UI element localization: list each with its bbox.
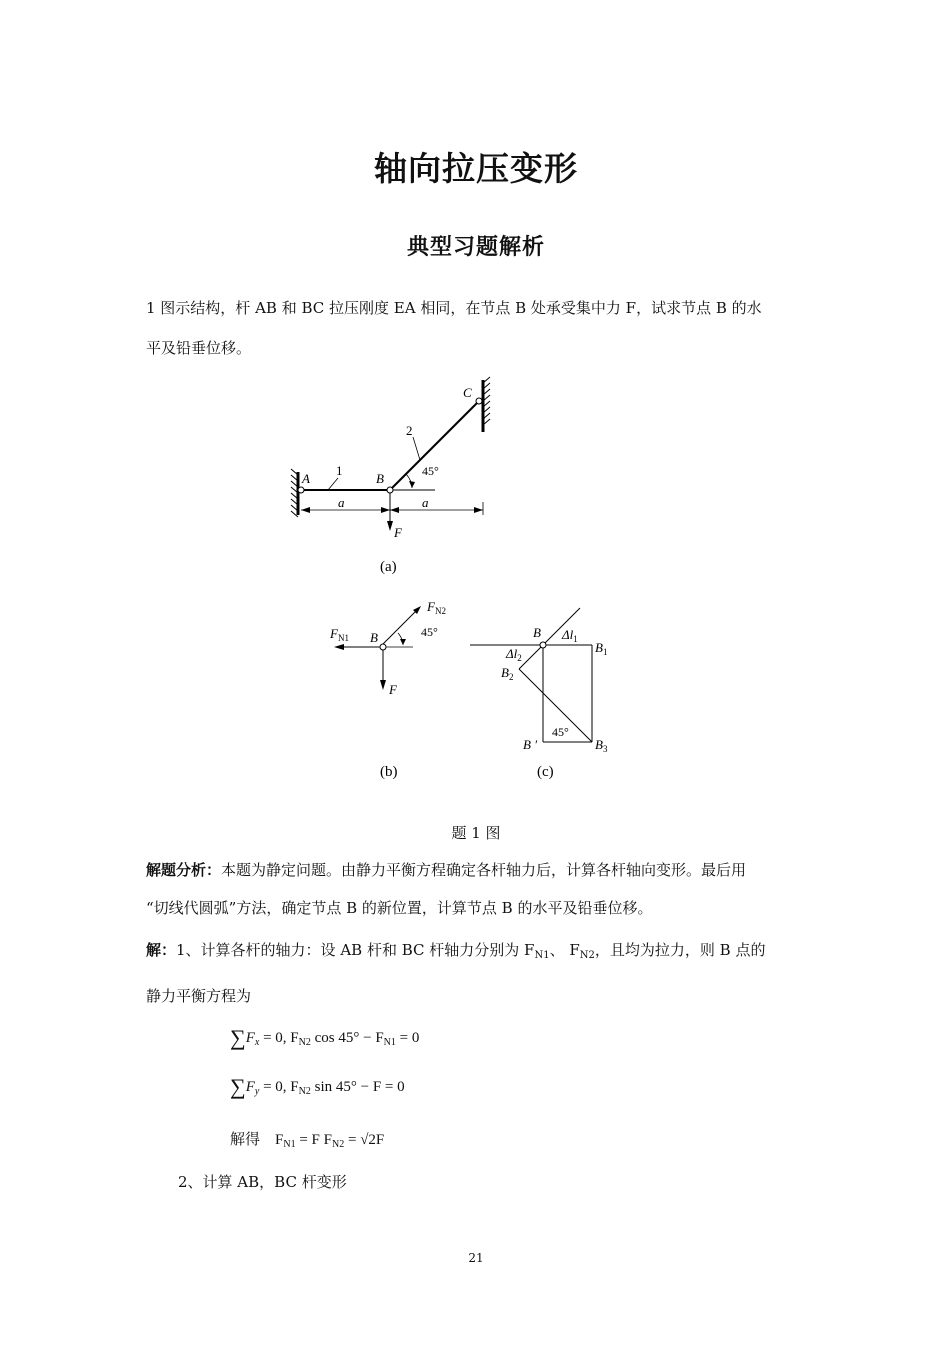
B1-sub: 1 xyxy=(602,647,608,657)
section-title: 典型习题解析 xyxy=(406,235,545,260)
dim-left: a xyxy=(338,495,345,510)
equation-1: $\sum F_x = 0$, $F_{N2}$ $\cos 45^\circ - F_{N1} = 0$ xyxy=(230,1025,420,1050)
label-B: B xyxy=(376,471,384,486)
problem-line-1: 1 图示结构，杆 AB 和 BC 拉压刚度 EA 相同，在节点 B 处承受集中力 F，试求节点 B 的水 xyxy=(146,299,762,317)
svg-text:Δl2 xyxy=(505,646,522,663)
solution-heading: 解： xyxy=(146,941,177,959)
fn2-label: F xyxy=(427,599,435,614)
page-title: 轴向拉压变形 xyxy=(374,149,578,188)
label-bar-2: 2 xyxy=(406,423,413,438)
svg-text:B2 xyxy=(501,665,513,682)
label-bar-1: 1 xyxy=(336,463,343,478)
fn1-label: F xyxy=(330,626,338,641)
figure-b xyxy=(325,598,455,783)
figure-b-label: (b) xyxy=(380,764,398,780)
equation-2: $\sum F_y = 0$, $F_{N2}$ sin 45° − F = 0 xyxy=(230,1074,405,1099)
equation-3: 解得 $F_{N1} = F$ $F_{N2} = √2F$ xyxy=(230,1132,385,1150)
analysis-text-1: 本题为静定问题。由静力平衡方程确定各杆轴力后，计算各杆轴向变形。最后用 xyxy=(221,861,747,879)
figure-c-label: (c) xyxy=(537,764,554,780)
label-force-a: F xyxy=(394,525,402,540)
label-A: A xyxy=(302,471,310,486)
svg-text:FN1 xyxy=(329,626,349,643)
Bprime-label: B ′ xyxy=(523,737,538,752)
fn2-sub: N2 xyxy=(434,606,446,616)
dim-right: a xyxy=(422,495,429,510)
dl1-sub: 1 xyxy=(573,634,578,644)
figure-a xyxy=(280,375,500,580)
label-C: C xyxy=(463,385,472,400)
label-force-b: F xyxy=(389,682,397,697)
analysis-heading: 解题分析： xyxy=(146,861,222,879)
figure-caption: 题 1 图 xyxy=(451,824,501,842)
analysis-line-2: “切线代圆弧”方法，确定节点 B 的新位置，计算节点 B 的水平及铅垂位移。 xyxy=(146,899,653,917)
dl2-sub: 2 xyxy=(517,653,522,663)
label-B-b: B xyxy=(370,630,378,645)
B2-sub: 2 xyxy=(508,672,514,682)
analysis-line-1 xyxy=(146,860,818,880)
dl2-label: Δl xyxy=(506,646,518,661)
B3-sub: 3 xyxy=(602,744,608,754)
B2-label: B xyxy=(501,665,509,680)
dl1-label: Δl xyxy=(562,627,574,642)
solution-step1-mid: 、 F xyxy=(549,941,580,959)
solution-line-1 xyxy=(146,940,818,966)
label-B-c: B xyxy=(533,625,541,640)
label-angle-b: 45° xyxy=(421,625,438,639)
fn1-sub: N1 xyxy=(337,633,349,643)
figure-a-label: (a) xyxy=(380,559,397,575)
solution-step1-sub1: N1 xyxy=(534,950,550,961)
solution-step1-b: ，且均为拉力，则 B 点的 xyxy=(594,941,766,959)
B1-label: B xyxy=(595,640,603,655)
figure-c xyxy=(465,598,625,783)
label-angle-a: 45° xyxy=(422,464,439,478)
page-number: 21 xyxy=(468,1251,484,1265)
svg-text:B1 xyxy=(595,640,607,657)
svg-text:Δl1 xyxy=(561,627,578,644)
problem-line-2: 平及铅垂位移。 xyxy=(146,339,252,357)
svg-text:FN2 xyxy=(426,599,446,616)
svg-text:B3 xyxy=(595,737,608,754)
solution-step1-sub2: N2 xyxy=(579,950,595,961)
solution-step-2: 2、计算 AB，BC 杆变形 xyxy=(178,1173,347,1191)
solution-line-2: 静力平衡方程为 xyxy=(146,987,252,1005)
B3-label: B xyxy=(595,737,603,752)
solution-step1-a: 1、计算各杆的轴力：设 AB 杆和 BC 杆轴力分别为 F xyxy=(176,941,535,959)
label-angle-c: 45° xyxy=(552,725,569,739)
